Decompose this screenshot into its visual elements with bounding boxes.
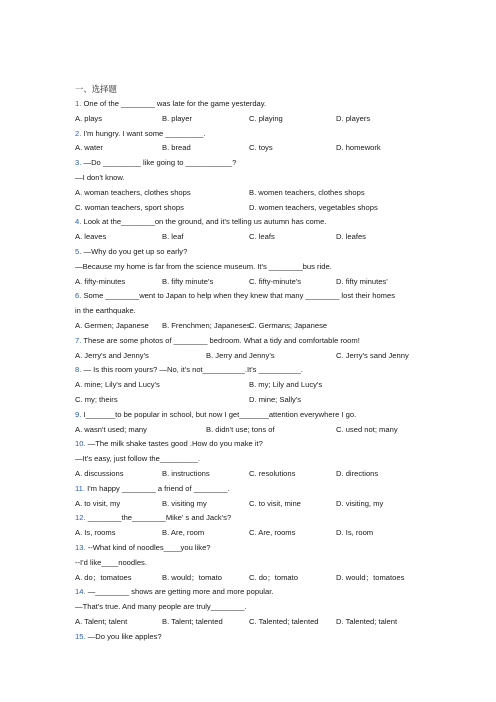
question-text: I'm hungry. I want some _________. bbox=[83, 128, 206, 138]
option-text: wasn't used; many bbox=[82, 424, 147, 434]
option-letter: C. bbox=[249, 528, 257, 538]
option-letter: D. bbox=[336, 113, 344, 123]
option-letter: B. bbox=[162, 143, 170, 153]
options-row bbox=[75, 571, 425, 586]
options-row bbox=[75, 230, 425, 245]
question-number: 12. bbox=[75, 513, 86, 523]
option-letter: D. bbox=[336, 528, 344, 538]
option-text: bread bbox=[169, 143, 191, 153]
answer-option[interactable] bbox=[249, 141, 273, 156]
option-text: Talented; talented bbox=[256, 616, 319, 626]
question-text: These are some photos of ________ bedroom. What a tidy and comfortable room! bbox=[83, 335, 360, 345]
option-letter: A. bbox=[75, 498, 83, 508]
option-text: directions bbox=[343, 468, 379, 478]
answer-option[interactable] bbox=[75, 201, 184, 216]
option-letter: B. bbox=[162, 232, 170, 242]
question-text: Some ________went to Japan to help when they knew that many ________ lost their homes bbox=[83, 291, 396, 301]
options-row bbox=[75, 201, 425, 216]
question-line bbox=[75, 408, 425, 423]
option-text: player bbox=[169, 113, 192, 123]
answer-option[interactable] bbox=[336, 423, 398, 438]
question-line bbox=[75, 245, 425, 260]
answer-option[interactable] bbox=[249, 275, 301, 290]
options-row bbox=[75, 393, 425, 408]
option-letter: D. bbox=[249, 394, 257, 404]
option-letter: C. bbox=[249, 232, 257, 242]
option-letter: D. bbox=[336, 572, 344, 582]
option-letter: B. bbox=[206, 350, 214, 360]
option-text: used not; many bbox=[343, 424, 398, 434]
answer-option[interactable] bbox=[162, 141, 191, 156]
question-continuation: —That's true. And many people are truly________. bbox=[75, 602, 247, 612]
question-continuation: in the earthquake. bbox=[75, 306, 136, 316]
question-number: 11. bbox=[75, 483, 85, 493]
option-text: Germans; Japanese bbox=[256, 320, 328, 330]
option-text: would；tomato bbox=[169, 572, 222, 582]
question-text: I_______to be popular in school, but now I get_______attention everywhere I go. bbox=[83, 409, 357, 419]
answer-option[interactable] bbox=[75, 112, 102, 127]
option-text: leafes bbox=[343, 232, 366, 242]
option-letter: B. bbox=[249, 380, 257, 390]
option-text: my; theirs bbox=[82, 394, 118, 404]
question-continuation: --I'd like____noodles. bbox=[75, 557, 147, 567]
option-text: Frenchmen; Japaneses bbox=[169, 320, 251, 330]
answer-option[interactable] bbox=[206, 349, 275, 364]
option-letter: D. bbox=[249, 202, 257, 212]
answer-option[interactable] bbox=[75, 467, 124, 482]
answer-option[interactable] bbox=[336, 526, 373, 541]
answer-option[interactable] bbox=[162, 615, 223, 630]
question-number: 15. bbox=[75, 631, 86, 641]
option-text: resolutions bbox=[256, 468, 296, 478]
option-text: discussions bbox=[82, 468, 124, 478]
question-line bbox=[75, 289, 425, 304]
answer-option[interactable] bbox=[249, 201, 378, 216]
option-letter: C. bbox=[249, 113, 257, 123]
answer-option[interactable] bbox=[75, 275, 125, 290]
answer-option[interactable] bbox=[75, 141, 103, 156]
option-text: mine; Lily's and Lucy's bbox=[82, 380, 160, 390]
question-line bbox=[75, 156, 425, 171]
question-continuation: —I don't know. bbox=[75, 172, 125, 182]
question-line bbox=[75, 437, 425, 452]
answer-option[interactable] bbox=[249, 112, 283, 127]
option-letter: A. bbox=[75, 232, 83, 242]
answer-option[interactable] bbox=[249, 467, 295, 482]
answer-option[interactable] bbox=[249, 497, 301, 512]
option-text: playing bbox=[256, 113, 283, 123]
question-number: 1. bbox=[75, 99, 82, 108]
options-row bbox=[75, 319, 425, 334]
option-text: to visit, my bbox=[82, 498, 121, 508]
option-letter: C. bbox=[249, 572, 257, 582]
options-row bbox=[75, 615, 425, 630]
answer-option[interactable] bbox=[162, 230, 184, 245]
question-number: 4. bbox=[75, 217, 82, 227]
question-number: 14. bbox=[75, 587, 86, 597]
answer-option[interactable] bbox=[75, 615, 127, 630]
answer-option[interactable] bbox=[162, 571, 222, 586]
option-letter: B. bbox=[162, 528, 170, 538]
question-text: —________ shows are getting more and more popular. bbox=[87, 587, 274, 597]
option-letter: B. bbox=[162, 616, 170, 626]
option-text: my; Lily and Lucy's bbox=[256, 380, 323, 390]
section-title: 一、选择题 bbox=[75, 84, 117, 94]
answer-option[interactable] bbox=[162, 319, 251, 334]
answer-option[interactable] bbox=[336, 230, 366, 245]
answer-option[interactable] bbox=[206, 423, 275, 438]
option-text: leaves bbox=[82, 232, 107, 242]
option-letter: D. bbox=[336, 616, 344, 626]
option-text: fifty minute's bbox=[169, 276, 214, 286]
question-number: 9. bbox=[75, 409, 82, 419]
option-text: fifty-minute's bbox=[256, 276, 302, 286]
answer-option[interactable] bbox=[249, 526, 295, 541]
option-text: would；tomatoes bbox=[343, 572, 405, 582]
option-text: instructions bbox=[169, 468, 210, 478]
option-text: Are, rooms bbox=[256, 528, 296, 538]
options-row bbox=[75, 349, 425, 364]
question-continuation: —Because my home is far from the science museum. It's ________bus ride. bbox=[75, 261, 332, 271]
question-list bbox=[75, 83, 425, 644]
answer-option[interactable] bbox=[162, 112, 192, 127]
option-letter: A. bbox=[75, 528, 83, 538]
option-text: women teachers, clothes shops bbox=[256, 187, 365, 197]
option-letter: D. bbox=[336, 498, 344, 508]
answer-option[interactable] bbox=[75, 393, 118, 408]
answer-option[interactable] bbox=[75, 230, 106, 245]
option-letter: C. bbox=[249, 616, 257, 626]
option-letter: A. bbox=[75, 468, 83, 478]
option-letter: B. bbox=[162, 113, 170, 123]
question-number: 8. bbox=[75, 365, 82, 375]
question-text: I'm happy ________ a friend of ________. bbox=[87, 483, 230, 493]
answer-option[interactable] bbox=[162, 275, 213, 290]
answer-option[interactable] bbox=[75, 349, 149, 364]
answer-option[interactable] bbox=[336, 275, 388, 290]
answer-option[interactable] bbox=[336, 615, 397, 630]
question-line bbox=[75, 127, 425, 142]
option-text: to visit, mine bbox=[256, 498, 301, 508]
option-text: Is, room bbox=[343, 528, 374, 538]
options-row bbox=[75, 275, 425, 290]
option-letter: C. bbox=[249, 498, 257, 508]
option-letter: A. bbox=[75, 143, 83, 153]
question-line bbox=[75, 630, 425, 645]
answer-option[interactable] bbox=[75, 423, 147, 438]
option-letter: B. bbox=[162, 320, 170, 330]
question-number: 7. bbox=[75, 335, 82, 345]
question-continuation: —It's easy, just follow the_________. bbox=[75, 454, 200, 464]
option-text: fifty-minutes bbox=[82, 276, 126, 286]
option-text: homework bbox=[343, 143, 381, 153]
option-text: woman teachers, clothes shops bbox=[82, 187, 191, 197]
option-letter: D. bbox=[336, 143, 344, 153]
question-text: Look at the________on the ground, and it's telling us autumn has come. bbox=[83, 217, 327, 227]
option-text: didn't use; tons of bbox=[213, 424, 275, 434]
option-letter: A. bbox=[75, 187, 83, 197]
question-line bbox=[75, 215, 425, 230]
question-text: ________the________Mike' s and Jack's? bbox=[87, 513, 232, 523]
option-letter: A. bbox=[75, 113, 83, 123]
question-line bbox=[75, 482, 425, 497]
option-letter: A. bbox=[75, 572, 83, 582]
option-letter: D. bbox=[336, 468, 344, 478]
option-text: do；tomato bbox=[256, 572, 298, 582]
question-text: —Do _________ like going to ___________? bbox=[83, 158, 237, 168]
option-letter: C. bbox=[75, 394, 83, 404]
option-letter: B. bbox=[162, 572, 170, 582]
option-text: water bbox=[82, 143, 103, 153]
options-row bbox=[75, 497, 425, 512]
option-letter: B. bbox=[162, 276, 170, 286]
option-letter: A. bbox=[75, 616, 83, 626]
option-text: Jerry's sand Jenny bbox=[343, 350, 409, 360]
option-letter: C. bbox=[336, 350, 344, 360]
option-text: plays bbox=[82, 113, 103, 123]
question-text: —The milk shake tastes good .How do you make it? bbox=[87, 439, 263, 449]
answer-option[interactable] bbox=[162, 526, 204, 541]
option-text: Jerry's and Jenny's bbox=[82, 350, 149, 360]
answer-option[interactable] bbox=[336, 141, 381, 156]
answer-option[interactable] bbox=[249, 393, 301, 408]
option-text: Talented; talent bbox=[343, 616, 398, 626]
answer-option[interactable] bbox=[336, 112, 370, 127]
options-row bbox=[75, 526, 425, 541]
option-letter: A. bbox=[75, 320, 83, 330]
option-letter: C. bbox=[249, 143, 257, 153]
option-letter: A. bbox=[75, 380, 83, 390]
answer-option[interactable] bbox=[249, 319, 327, 334]
answer-option[interactable] bbox=[249, 378, 322, 393]
option-letter: B. bbox=[162, 498, 170, 508]
option-letter: B. bbox=[249, 187, 257, 197]
option-letter: B. bbox=[206, 424, 214, 434]
answer-option[interactable] bbox=[162, 497, 207, 512]
option-text: players bbox=[343, 113, 371, 123]
answer-option[interactable] bbox=[75, 186, 191, 201]
option-text: leaf bbox=[169, 232, 184, 242]
question-text: —Why do you get up so early? bbox=[83, 246, 188, 256]
option-text: woman teachers, sport shops bbox=[82, 202, 184, 212]
options-row bbox=[75, 112, 425, 127]
option-letter: D. bbox=[336, 232, 344, 242]
options-row bbox=[75, 423, 425, 438]
question-number: 10. bbox=[75, 439, 86, 449]
option-letter: A. bbox=[75, 350, 83, 360]
question-number: 5. bbox=[75, 246, 82, 256]
answer-option[interactable] bbox=[336, 571, 404, 586]
options-row bbox=[75, 467, 425, 482]
options-row bbox=[75, 186, 425, 201]
answer-option[interactable] bbox=[249, 230, 275, 245]
answer-option[interactable] bbox=[162, 467, 210, 482]
option-letter: D. bbox=[336, 276, 344, 286]
options-row bbox=[75, 378, 425, 393]
option-text: Is, rooms bbox=[82, 528, 116, 538]
question-number: 6. bbox=[75, 291, 82, 301]
answer-option[interactable] bbox=[336, 349, 409, 364]
option-letter: A. bbox=[75, 276, 83, 286]
option-text: Talent; talent bbox=[82, 616, 128, 626]
option-text: women teachers, vegetables shops bbox=[256, 202, 378, 212]
answer-option[interactable] bbox=[336, 497, 383, 512]
question-line bbox=[75, 585, 425, 600]
option-letter: C. bbox=[75, 202, 83, 212]
option-text: leafs bbox=[256, 232, 275, 242]
option-text: Talent; talented bbox=[169, 616, 223, 626]
question-number: 2. bbox=[75, 128, 82, 138]
answer-option[interactable] bbox=[75, 319, 149, 334]
option-text: visiting my bbox=[169, 498, 207, 508]
question-line bbox=[75, 541, 425, 556]
question-text: --What kind of noodles____you like? bbox=[87, 542, 211, 552]
options-row bbox=[75, 141, 425, 156]
question-line bbox=[75, 511, 425, 526]
question-line bbox=[75, 363, 425, 378]
option-letter: A. bbox=[75, 424, 83, 434]
option-text: fifty minutes' bbox=[343, 276, 388, 286]
question-number: 3. bbox=[75, 158, 82, 168]
option-text: mine; Sally's bbox=[256, 394, 302, 404]
option-letter: C. bbox=[249, 468, 257, 478]
option-letter: C. bbox=[249, 276, 257, 286]
answer-option[interactable] bbox=[75, 378, 160, 393]
option-text: toys bbox=[256, 143, 273, 153]
answer-option[interactable] bbox=[75, 526, 116, 541]
option-text: Are, room bbox=[169, 528, 205, 538]
option-letter: C. bbox=[249, 320, 257, 330]
option-text: visiting, my bbox=[343, 498, 384, 508]
option-letter: C. bbox=[336, 424, 344, 434]
answer-option[interactable] bbox=[336, 467, 378, 482]
answer-option[interactable] bbox=[75, 571, 132, 586]
option-text: Jerry and Jenny's bbox=[213, 350, 275, 360]
option-letter: B. bbox=[162, 468, 170, 478]
question-text: One of the ________ was late for the game yesterday. bbox=[83, 99, 267, 108]
answer-option[interactable] bbox=[249, 186, 365, 201]
option-text: do；tomatoes bbox=[82, 572, 132, 582]
answer-option[interactable] bbox=[75, 497, 120, 512]
question-number: 13. bbox=[75, 542, 86, 552]
question-line bbox=[75, 334, 425, 349]
option-text: Germen; Japanese bbox=[82, 320, 149, 330]
question-text: — Is this room yours? —No, it's not__________.It's __________. bbox=[83, 365, 303, 375]
answer-option[interactable] bbox=[249, 615, 319, 630]
question-text: —Do you like apples? bbox=[87, 631, 162, 641]
answer-option[interactable] bbox=[249, 571, 298, 586]
question-line bbox=[75, 97, 425, 112]
